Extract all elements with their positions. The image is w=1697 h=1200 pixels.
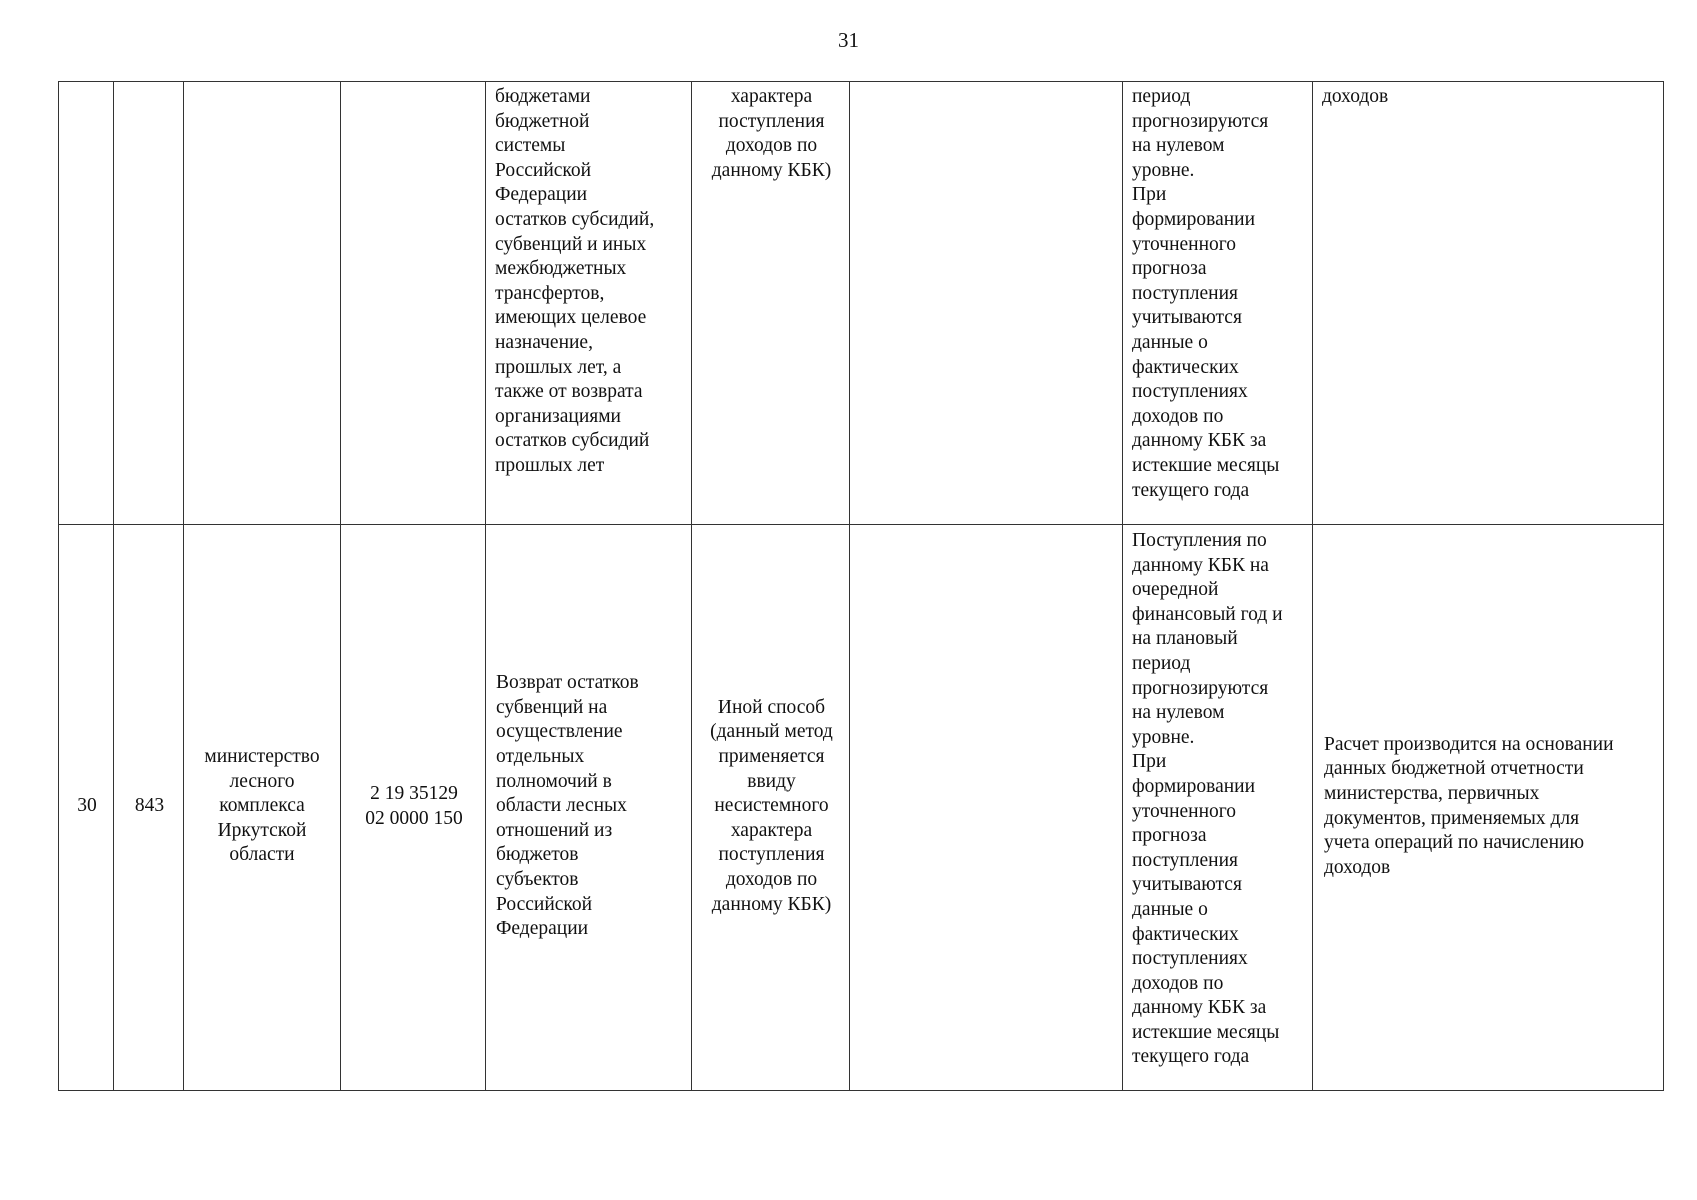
administrator-name-cell: министерство лесного комплекса Иркутской области [184,525,341,1091]
revenue-description-cell: Возврат остатков субвенций на осуществление отдельных полномочий в области лесных отношений из бюджетов субъектов Российской Федерации [486,525,692,1091]
indicator-description-cell: Расчет производится на основании данных бюджетной отчетности министерства, первичных документов, применяемых для учета операций по начислению доходов [1313,525,1664,1091]
kbk-code-cell [341,82,486,525]
table-row [59,525,1664,1091]
administrator-name-cell [184,82,341,525]
indicator-description-cell: доходов [1313,82,1664,525]
admin-code-cell: 843 [114,525,184,1091]
row-number-cell: 30 [59,525,114,1091]
algorithm-cell: период прогнозируются на нулевом уровне. При формировании уточненного прогноза поступления учитываются данные о фактических поступлениях доходов по данному КБК за истекшие месяцы текущего года [1123,82,1313,525]
page-number: 31 [838,28,859,52]
revenue-description-cell: бюджетами бюджетной системы Российской Федерации остатков субсидий, субвенций и иных межбюджетных трансфертов, имеющих целевое назначение, прошлых лет, а также от возврата организациями остатков субсидий прошлых лет [486,82,692,525]
kbk-code-cell: 2 19 35129 02 0000 150 [341,525,486,1091]
calculation-method-cell: Иной способ (данный метод применяется ввиду несистемного характера поступления доходов по данному КБК) [692,525,850,1091]
revenue-forecast-table [58,81,1664,1091]
formula-cell [850,525,1123,1091]
admin-code-cell [114,82,184,525]
calculation-method-cell: характера поступления доходов по данному КБК) [692,82,850,525]
algorithm-cell: Поступления по данному КБК на очередной финансовый год и на плановый период прогнозируются на нулевом уровне. При формировании уточненного прогноза поступления учитываются данные о фактических поступлениях доходов по данному КБК за истекшие месяцы текущего года [1123,525,1313,1091]
table-row [59,82,1664,525]
row-number-cell [59,82,114,525]
formula-cell [850,82,1123,525]
